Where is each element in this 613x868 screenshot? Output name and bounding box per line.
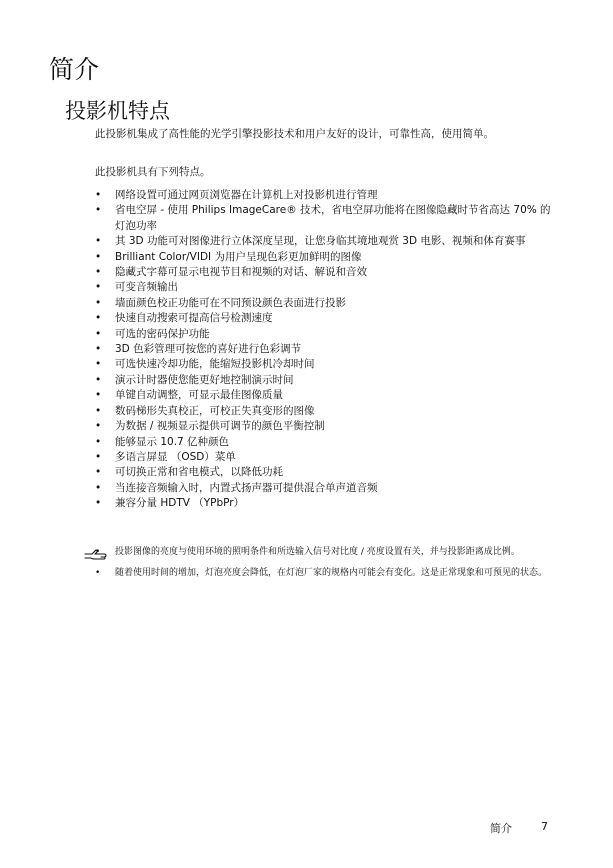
bullet: • bbox=[95, 481, 102, 494]
bullet: • bbox=[95, 404, 102, 417]
feature-text: 3D 色彩管理可按您的喜好进行色彩调节 bbox=[115, 343, 302, 356]
list-item bbox=[95, 388, 555, 403]
feature-text: 网络设置可通过网页浏览器在计算机上对投影机进行管理 bbox=[115, 189, 378, 201]
feature-text: 当连接音频输入时，内置式扬声器可提供混合单声道音频 bbox=[115, 481, 378, 494]
bullet: • bbox=[95, 497, 102, 510]
note-text: 随着使用时间的增加，灯泡亮度会降低，在灯泡厂家的规格内可能会有变化。这是正常现象和可预见的状态。 bbox=[115, 568, 548, 578]
feature-text: 快速自动搜索可提高信号检测速度 bbox=[115, 312, 273, 325]
feature-text: 可切换正常和省电模式，以降低功耗 bbox=[115, 466, 283, 479]
list-item bbox=[95, 419, 555, 434]
list-item bbox=[95, 234, 555, 249]
feature-text: 墙面颜色校正功能可在不同预设颜色表面进行投影 bbox=[115, 296, 346, 309]
feature-text: Brilliant Color/VIDI 为用户呈现色彩更加鲜明的图像 bbox=[115, 250, 362, 263]
feature-text: 其 3D 功能可对图像进行立体深度呈现，让您身临其境地观赏 3D 电影、视频和体育赛事 bbox=[115, 235, 526, 248]
bullet: • bbox=[95, 189, 102, 201]
list-item bbox=[95, 404, 555, 419]
bullet: • bbox=[95, 450, 102, 463]
notes-list bbox=[95, 546, 555, 588]
feature-text: 可变音频输出 bbox=[115, 281, 178, 294]
bullet: • bbox=[95, 235, 102, 248]
bullet: • bbox=[95, 266, 102, 279]
bullet: • bbox=[95, 547, 101, 557]
bullet: • bbox=[95, 296, 102, 309]
feature-text: 省电空屏 - 使用 Philips ImageCare® 技术，省电空屏功能将在图像隐藏时节省高达 70% 的灯泡功率 bbox=[115, 204, 551, 232]
list-item bbox=[95, 203, 555, 234]
list-item bbox=[95, 250, 555, 265]
feature-text: 为数据 / 视频显示提供可调节的颜色平衡控制 bbox=[115, 420, 325, 433]
intro-paragraph: 此投影机集成了高性能的光学引擎投影技术和用户友好的设计，可靠性高，使用简单。 bbox=[95, 128, 494, 140]
intro-paragraph-2: 此投影机具有下列特点。 bbox=[95, 166, 211, 178]
bullet: • bbox=[95, 568, 101, 578]
list-item bbox=[95, 450, 555, 465]
bullet: • bbox=[95, 281, 102, 294]
bullet: • bbox=[95, 435, 102, 448]
list-item bbox=[95, 296, 555, 311]
bullet: • bbox=[95, 343, 102, 356]
list-item bbox=[95, 280, 555, 295]
bullet: • bbox=[95, 373, 102, 386]
feature-text: 兼容分量 HDTV （YPbPr） bbox=[115, 497, 245, 510]
list-item bbox=[95, 496, 555, 511]
note-item bbox=[95, 567, 555, 580]
feature-text: 能够显示 10.7 亿种颜色 bbox=[115, 435, 230, 448]
bullet: • bbox=[95, 389, 102, 402]
list-item bbox=[95, 373, 555, 388]
feature-text: 演示计时器使您能更好地控制演示时间 bbox=[115, 373, 294, 386]
bullet: • bbox=[95, 250, 102, 263]
feature-text: 单键自动调整，可显示最佳图像质量 bbox=[115, 389, 283, 402]
section-title: 投影机特点 bbox=[65, 99, 170, 123]
page-number: 7 bbox=[541, 820, 548, 833]
note-text: 投影图像的亮度与使用环境的照明条件和所选输入信号对比度 / 亮度设置有关，并与投影距离成比例。 bbox=[115, 547, 520, 557]
list-item bbox=[95, 327, 555, 342]
feature-text: 隐藏式字幕可显示电视节目和视频的对话、解说和音效 bbox=[115, 266, 367, 279]
list-item bbox=[95, 481, 555, 496]
note-item bbox=[95, 546, 555, 559]
footer-section-label: 简介 bbox=[490, 822, 512, 835]
list-item bbox=[95, 357, 555, 372]
bullet: • bbox=[95, 204, 102, 217]
bullet: • bbox=[95, 327, 102, 340]
chapter-title: 简介 bbox=[49, 55, 100, 84]
bullet: • bbox=[95, 466, 102, 479]
feature-text: 数码梯形失真校正，可校正失真变形的图像 bbox=[115, 404, 315, 417]
feature-text: 可选快速冷却功能，能缩短投影机冷却时间 bbox=[115, 358, 315, 371]
list-item bbox=[95, 311, 555, 326]
list-item bbox=[95, 265, 555, 280]
list-item bbox=[95, 435, 555, 450]
list-item bbox=[95, 188, 555, 203]
bullet: • bbox=[95, 358, 102, 371]
feature-list bbox=[95, 188, 555, 512]
bullet: • bbox=[95, 312, 102, 325]
list-item bbox=[95, 342, 555, 357]
list-item bbox=[95, 465, 555, 480]
feature-text: 可选的密码保护功能 bbox=[115, 327, 210, 340]
feature-text: 多语言屏显 （OSD）菜单 bbox=[115, 450, 236, 463]
bullet: • bbox=[95, 420, 102, 433]
